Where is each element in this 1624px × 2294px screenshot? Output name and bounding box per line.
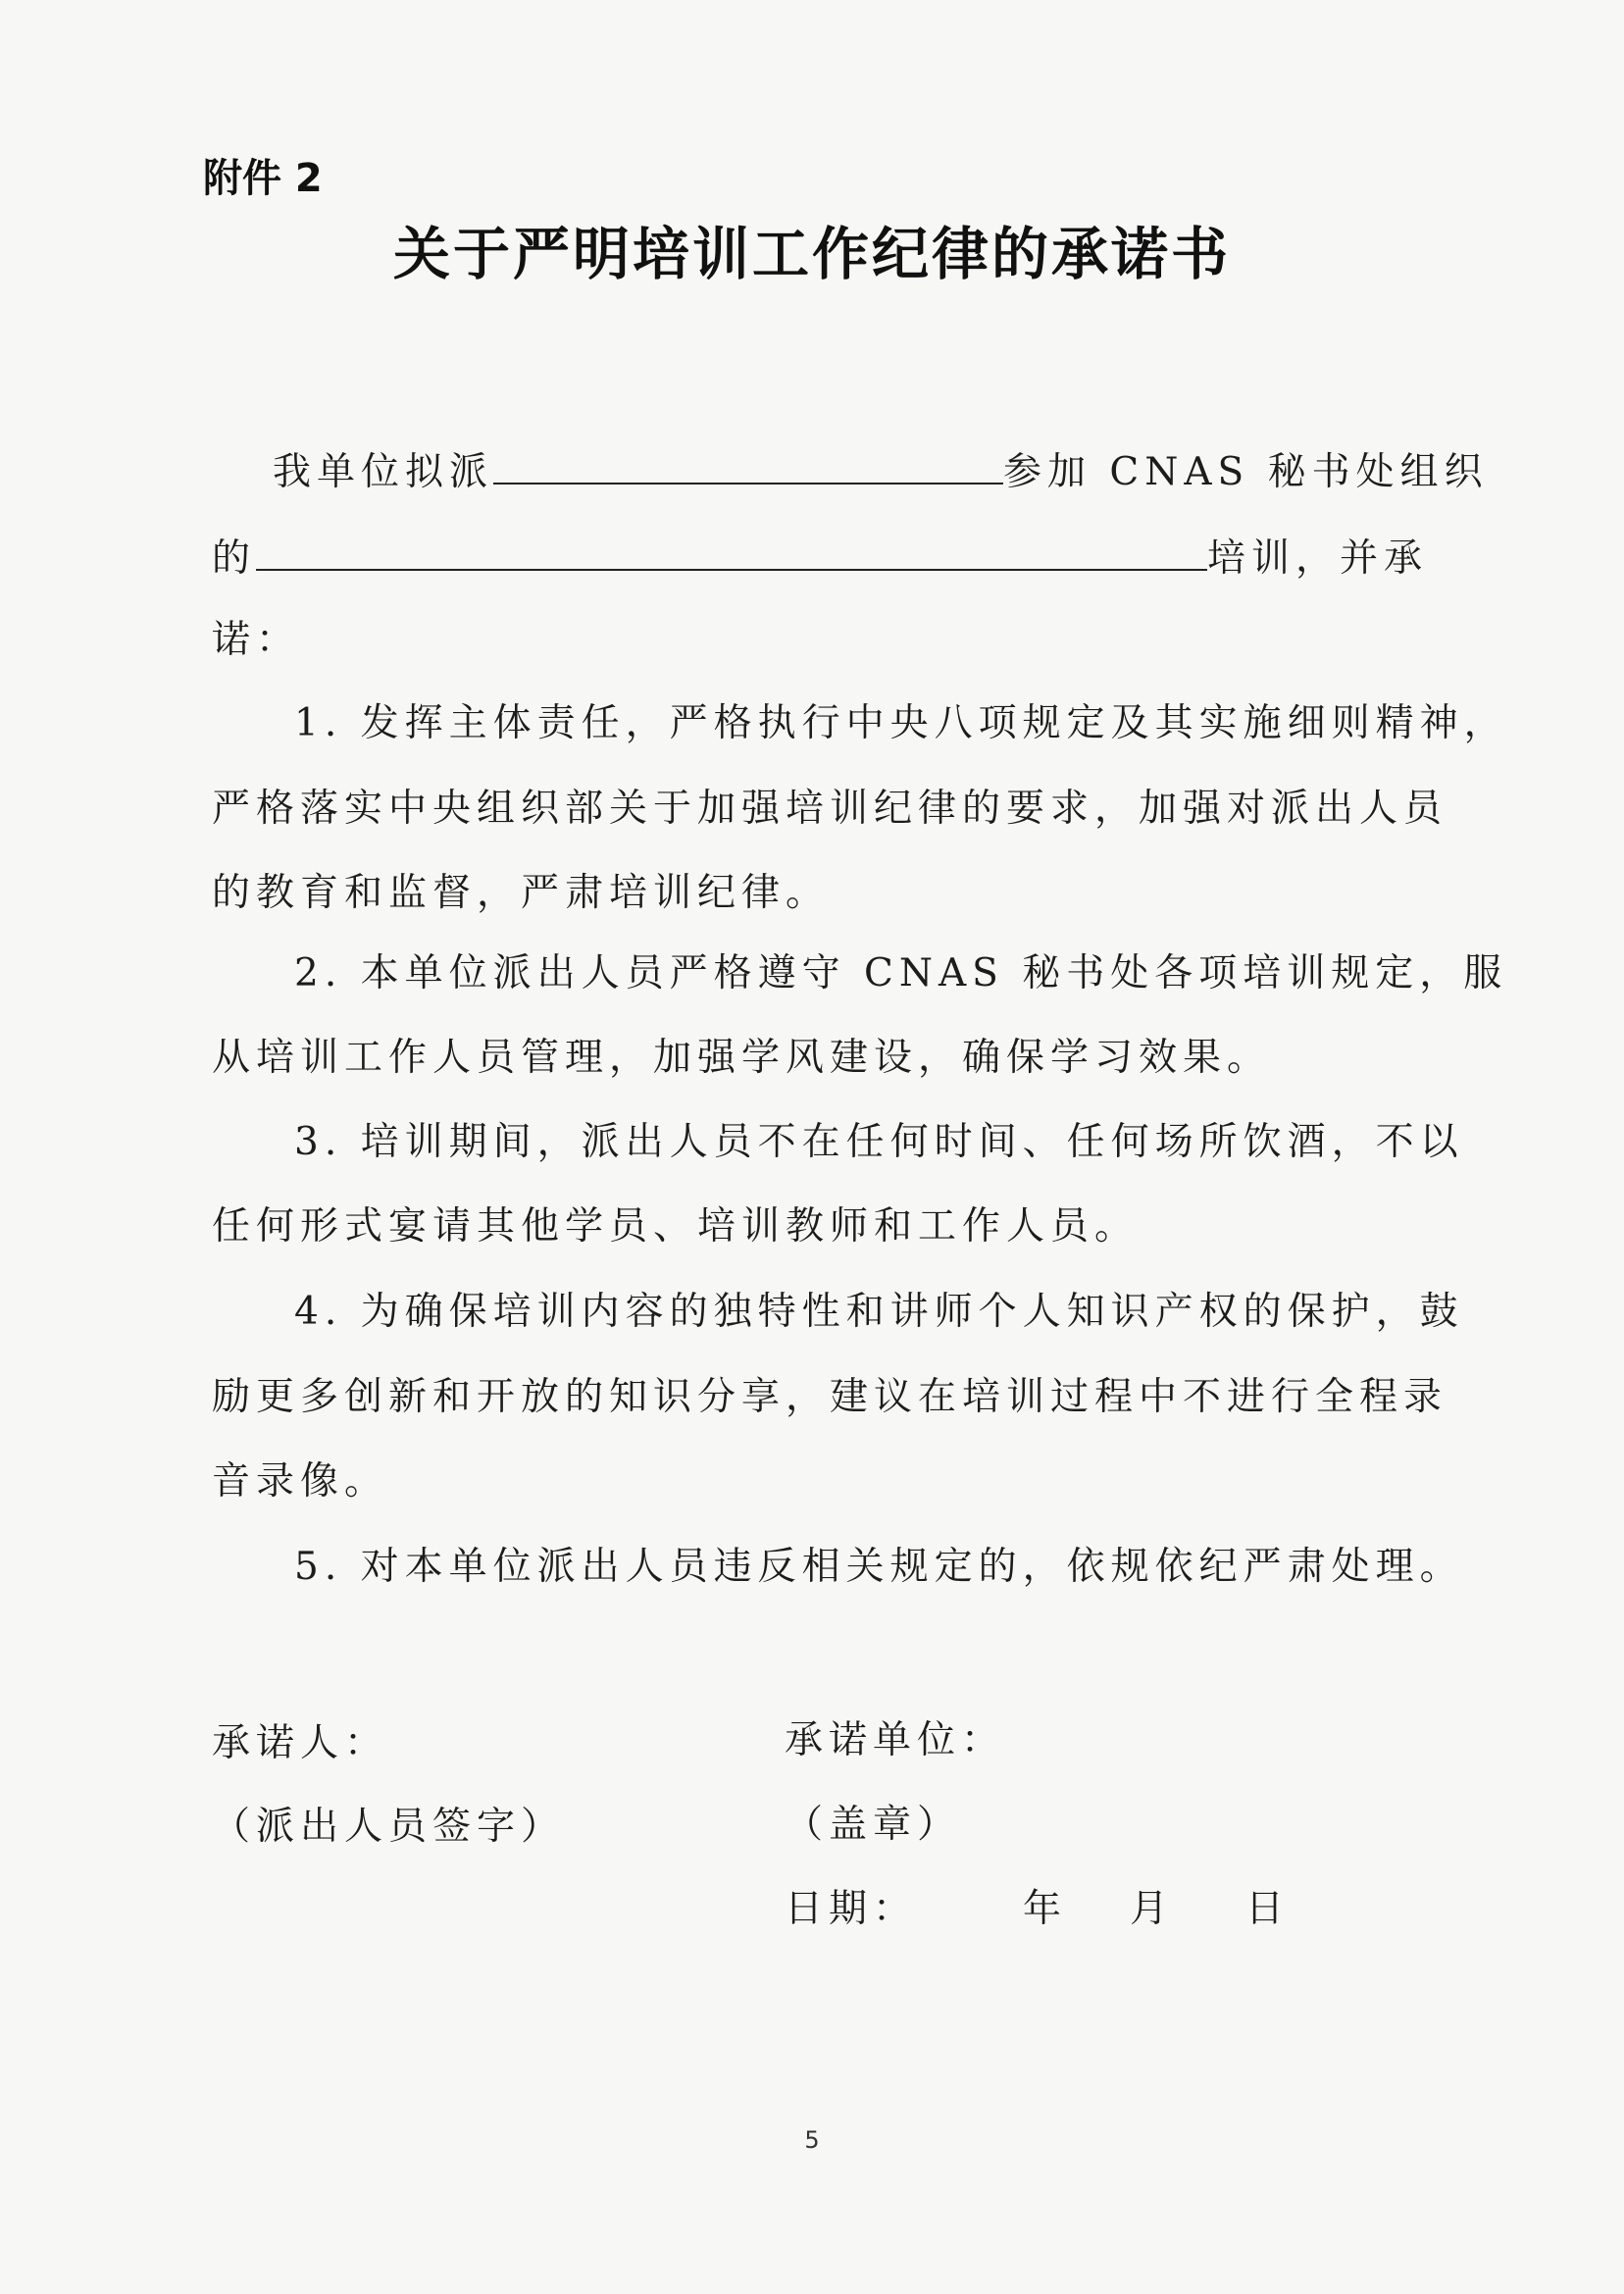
item-3-line-1: 3. 培训期间，派出人员不在任何时间、任何场所饮酒，不以 [294,1120,1464,1164]
item-3-line-2: 任何形式宴请其他学员、培训教师和工作人员。 [212,1204,1140,1249]
promisor-label: 承诺人： [212,1721,389,1765]
date-month-label: 月 [1130,1887,1175,1931]
date-day-label: 日 [1245,1887,1291,1931]
intro-line-1 [273,443,1489,497]
intro-prefix-2: 的 [212,536,257,581]
item-2-line-2: 从培训工作人员管理，加强学风建设，确保学习效果。 [212,1036,1272,1080]
item-4-line-1: 4. 为确保培训内容的独特性和讲师个人知识产权的保护，鼓 [294,1290,1464,1334]
unit-label: 承诺单位： [785,1718,1006,1762]
page-number: 5 [804,2126,820,2154]
item-4-line-3: 音录像。 [212,1459,389,1504]
date-year-label: 年 [1023,1887,1068,1931]
intro-prefix-1: 我单位拟派 [273,450,494,494]
item-2-line-1: 2. 本单位派出人员严格遵守 CNAS 秘书处各项培训规定，服 [294,951,1508,995]
item-1-line-3: 的教育和监督，严肃培训纪律。 [212,871,831,915]
promisor-signature-note: （派出人员签字） [212,1805,566,1849]
item-1-line-2: 严格落实中央组织部关于加强培训纪律的要求，加强对派出人员 [212,787,1448,831]
item-4-line-2: 励更多创新和开放的知识分享，建议在培训过程中不进行全程录 [212,1375,1448,1419]
date-label: 日期： [785,1887,918,1931]
personnel-blank[interactable] [493,443,1003,484]
training-name-blank[interactable] [256,530,1207,571]
intro-suffix-1: 参加 CNAS 秘书处组织 [1003,450,1489,494]
document-title: 关于严明培训工作纪律的承诺书 [392,221,1231,287]
intro-line-2 [212,530,1428,584]
intro-line-3: 诺： [212,618,301,662]
seal-note: （盖章） [785,1803,962,1847]
item-1-line-1: 1. 发挥主体责任，严格执行中央八项规定及其实施细则精神， [294,701,1508,745]
intro-suffix-2: 培训，并承 [1207,536,1429,581]
item-5-line-1: 5. 对本单位派出人员违反相关规定的，依规依纪严肃处理。 [294,1545,1464,1589]
attachment-label: 附件 2 [203,156,323,201]
